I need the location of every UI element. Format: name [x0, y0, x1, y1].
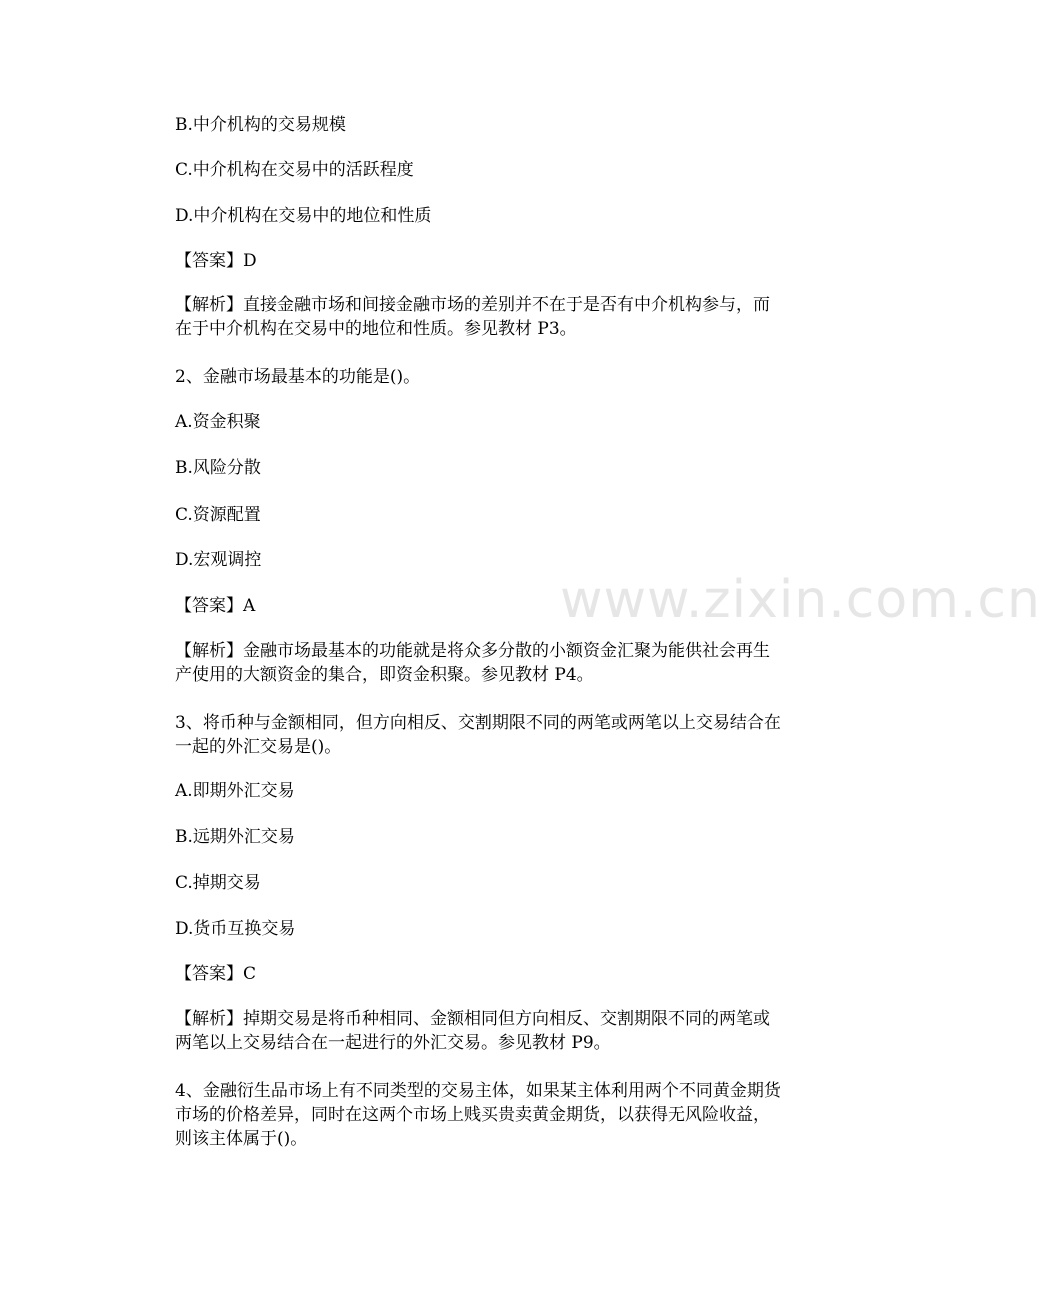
q2-option-d: D.宏观调控 [175, 550, 262, 570]
q4-question [142, 1079, 782, 1151]
q3-option-b: B.远期外汇交易 [175, 827, 295, 847]
q1-option-c: C.中介机构在交易中的活跃程度 [175, 160, 414, 180]
q4-question-text: 4、金融衍生品市场上有不同类型的交易主体，如果某主体利用两个不同黄金期货市场的价格差异，同时在这两个市场上贱买贵卖黄金期货，以获得无风险收益，则该主体属于()。 [175, 1081, 781, 1149]
q3-analysis [142, 1007, 782, 1055]
q2-analysis [142, 639, 782, 687]
q1-option-b: B.中介机构的交易规模 [175, 115, 346, 135]
q2-analysis-text: 【解析】金融市场最基本的功能就是将众多分散的小额资金汇聚为能供社会再生产使用的大额资金的集合，即资金积聚。参见教材 P4。 [175, 641, 770, 685]
q3-option-a: A.即期外汇交易 [175, 781, 295, 801]
q1-option-d: D.中介机构在交易中的地位和性质 [175, 206, 432, 226]
q3-option-d: D.货币互换交易 [175, 919, 296, 939]
q3-question-text: 3、将币种与金额相同，但方向相反、交割期限不同的两笔或两笔以上交易结合在一起的外汇交易是()。 [175, 713, 781, 757]
q3-option-c: C.掉期交易 [175, 873, 261, 893]
q1-analysis [142, 293, 782, 341]
q1-analysis-text: 【解析】直接金融市场和间接金融市场的差别并不在于是否有中介机构参与，而在于中介机构在交易中的地位和性质。参见教材 P3。 [175, 295, 770, 339]
q2-answer: 【答案】A [175, 596, 256, 616]
watermark: www.zixin.com.cn [560, 570, 1041, 630]
q3-answer: 【答案】C [175, 964, 257, 984]
q2-question: 2、金融市场最基本的功能是()。 [175, 367, 421, 387]
q3-question [142, 711, 782, 759]
q2-option-a: A.资金积聚 [175, 412, 261, 432]
q1-answer: 【答案】D [175, 251, 257, 271]
q3-analysis-text: 【解析】掉期交易是将币种相同、金额相同但方向相反、交割期限不同的两笔或两笔以上交易结合在一起进行的外汇交易。参见教材 P9。 [175, 1009, 770, 1053]
q2-option-c: C.资源配置 [175, 505, 261, 525]
q2-option-b: B.风险分散 [175, 458, 261, 478]
